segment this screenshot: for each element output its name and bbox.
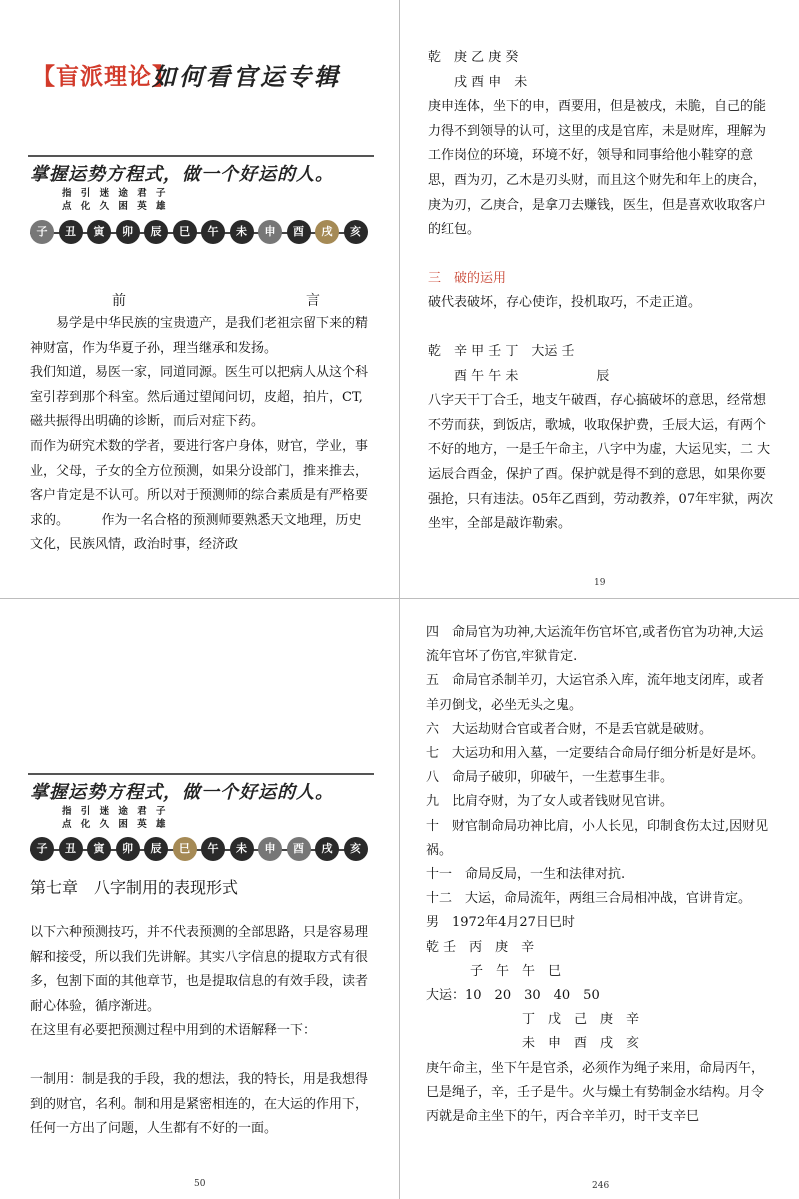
page-number: 246 [592,1181,610,1191]
zodiac-strip [30,220,366,246]
rule-item: 十 财官制命局功神比肩，小人长见，印制食伤太过,因财见祸。 [426,818,769,858]
preface-title-right: 言 [306,293,320,309]
zodiac-circle: 卯 [116,220,140,244]
page-19-body [428,46,776,537]
bazi-chart-branches: 酉 午 午 未 辰 [428,368,610,384]
zodiac-circle: 子 [30,220,54,244]
rule-item: 八 命局子破卯，卯破午，一生惹事生非。 [426,770,674,786]
zodiac-circle: 辰 [144,837,168,861]
bazi-chart-stems: 乾 壬 丙 庚 辛 [426,939,535,955]
spacer [428,316,776,340]
dayun-stems: 丁 戊 己 庚 辛 [522,1012,640,1028]
page-bottom-left [0,599,399,1199]
preface-paragraph: 我们知道，易医一家，同道同源。医生可以把病人从这个科室引荐到那个科室。然后通过望闻问切，皮超，拍片，CT,磁共振得出明确的诊断，而后对症下药。 [30,365,369,430]
bazi-chart-stems: 乾 辛 甲 壬 丁 大运 壬 [428,343,575,359]
spacer [30,1044,374,1068]
chapter-paragraph: 以下六种预测技巧，并不代表预测的全部思路，只是容易理解和接受，所以我们先讲解。其实八字信息的提取方式有很多，包割下面的其他章节，也是提取信息的有效手段，读者耐心体验，循序渐进。 [30,925,369,1014]
zodiac-circle: 酉 [287,837,311,861]
zodiac-circle: 丑 [59,837,83,861]
zodiac-circle: 巳 [173,220,197,244]
analysis-paragraph: 庚午命主，坐下午是官杀，必须作为绳子来用，命局丙午，巳是绳子，辛，壬子是牛。火与燥土有势制金水结构。月令丙就是命主坐下的午，丙合辛羊刃，时干支辛巳 [426,1060,765,1125]
page-number: 19 [594,578,606,588]
motto-row-2: 点 化 久 困 英 雄 [62,201,169,212]
analysis-paragraph: 八字天干丁合壬，地支午破酉，存心搞破坏的意思，经常想不劳而获，到饭店，歌城，收取保护费，壬辰大运，有两个不好的地方，一是壬午命主，八字中为虚，大运见实，二 大运辰合酉金，保护了酉。保护就是得不到的意思，如果你要强抢，只有违法。05年乙酉到，劳动教养，07年牢狱，两次坐牢，全部是敲诈勒索。 [428,393,774,532]
rule-item: 五 命局官杀制羊刃，大运官杀入库，流年地支闭库，或者羊刃倒戈，必坐无头之鬼。 [426,673,765,713]
slogan-rule [28,155,374,157]
rule-item: 七 大运功和用入墓，一定要结合命局仔细分析是好是坏。 [426,746,765,762]
preface-paragraph: 易学是中华民族的宝贵遗产，是我们老祖宗留下来的精神财富，作为华夏子孙，理当继承和发扬。 [30,316,369,356]
slogan-rule [28,773,374,775]
birth-info: 男 1972年4月27日巳时 [426,915,575,931]
zodiac-circle: 亥 [344,837,368,861]
zodiac-circle: 未 [230,220,254,244]
preface-paragraph: 而作为研究术数的学者，要进行客户身体，财官，学业，事业，父母，子女的全方位预测，如果分设部门，推来推去，客户肯定是不认可。所以对于预测师的综合素质是有严格要求的。 作为一名合格的预测师要熟悉天文地理，历史文化，民族风情，政治时事，经济政 [30,438,369,553]
zodiac-strip [30,837,366,863]
section-text: 破代表破坏，存心使诈，投机取巧，不走正道。 [428,295,702,311]
bazi-chart-stems: 乾 庚 乙 庚 癸 [428,50,519,65]
slogan: 掌握运势方程式，做一个好运的人。 [30,782,334,803]
motto-row-1: 指 引 迷 途 君 子 [62,806,169,817]
preface-body [30,312,374,558]
dayun-ages: 大运：10 20 30 40 50 [426,988,600,1004]
spacer [428,243,776,267]
zodiac-circle: 辰 [144,220,168,244]
book-series-title: 【盲派理论】 [32,64,176,90]
motto-row-1: 指 引 迷 途 君 子 [62,188,169,199]
page-246-body [426,621,776,1129]
preface-title-left: 前 [112,293,126,309]
zodiac-circle: 寅 [87,220,111,244]
zodiac-circle: 亥 [344,220,368,244]
zodiac-circle: 戌 [315,220,339,244]
rule-item: 九 比肩夺财，为了女人或者钱财见官讲。 [426,794,674,810]
chapter-body [30,921,374,1142]
zodiac-circle: 申 [258,837,282,861]
zodiac-circle: 酉 [287,220,311,244]
section-heading: 三 破的运用 [428,270,507,286]
book-calligraphy-title: 如何看官运专辑 [152,62,341,91]
slogan: 掌握运势方程式，做一个好运的人。 [30,164,334,185]
zodiac-circle: 申 [258,220,282,244]
page-number: 50 [194,1179,206,1189]
zodiac-circle: 巳 [173,837,197,861]
chapter-paragraph: 一制用：制是我的手段，我的想法，我的特长，用是我想得到的财官，名利。制和用是紧密相连的，在大运的作用下，任何一方出了问题，人生都有不好的一面。 [30,1071,369,1137]
rule-item: 六 大运劫财合官或者合财，不是丢官就是破财。 [426,721,713,737]
rule-item: 十一 命局反局，一生和法律对抗. [426,867,626,883]
bazi-chart-branches: 戌 酉 申 未 [428,74,528,90]
page-bottom-right [400,599,799,1199]
zodiac-circle: 未 [230,837,254,861]
zodiac-circle: 戌 [315,837,339,861]
zodiac-circle: 子 [30,837,54,861]
page-top-right [400,0,799,598]
rule-item: 四 命局官为功神,大运流年伤官坏官,或者伤官为功神,大运流年官坏了伤官,牢狱肯定. [426,625,764,665]
analysis-paragraph: 庚申连体，坐下的申，酉要用，但是被戌，未脆，自己的能力得不到领导的认可，这里的戌是官库，未是财库，理解为工作岗位的环境，环境不好，领导和同事给他小鞋穿的意思，酉为刃，乙木是刃头财，而且这个财先和年上的庚合，庚为刃，乙庚合，是拿刀去赚钱，医生，但是喜欢收取客户的红包。 [428,99,767,238]
chapter-paragraph: 在这里有必要把预测过程中用到的术语解释一下： [30,1023,317,1039]
zodiac-circle: 午 [201,837,225,861]
bazi-chart-branches: 子 午 午 巳 [470,963,562,979]
zodiac-circle: 寅 [87,837,111,861]
page-top-left [0,0,399,598]
rule-item: 十二 大运，命局流年，两组三合局相冲战，官讲肯定。 [426,891,752,907]
chapter-title: 第七章 八字制用的表现形式 [30,878,239,897]
zodiac-circle: 午 [201,220,225,244]
zodiac-circle: 丑 [59,220,83,244]
zodiac-circle: 卯 [116,837,140,861]
motto-row-2: 点 化 久 困 英 雄 [62,819,169,830]
dayun-branches: 未 申 酉 戌 亥 [522,1036,640,1052]
